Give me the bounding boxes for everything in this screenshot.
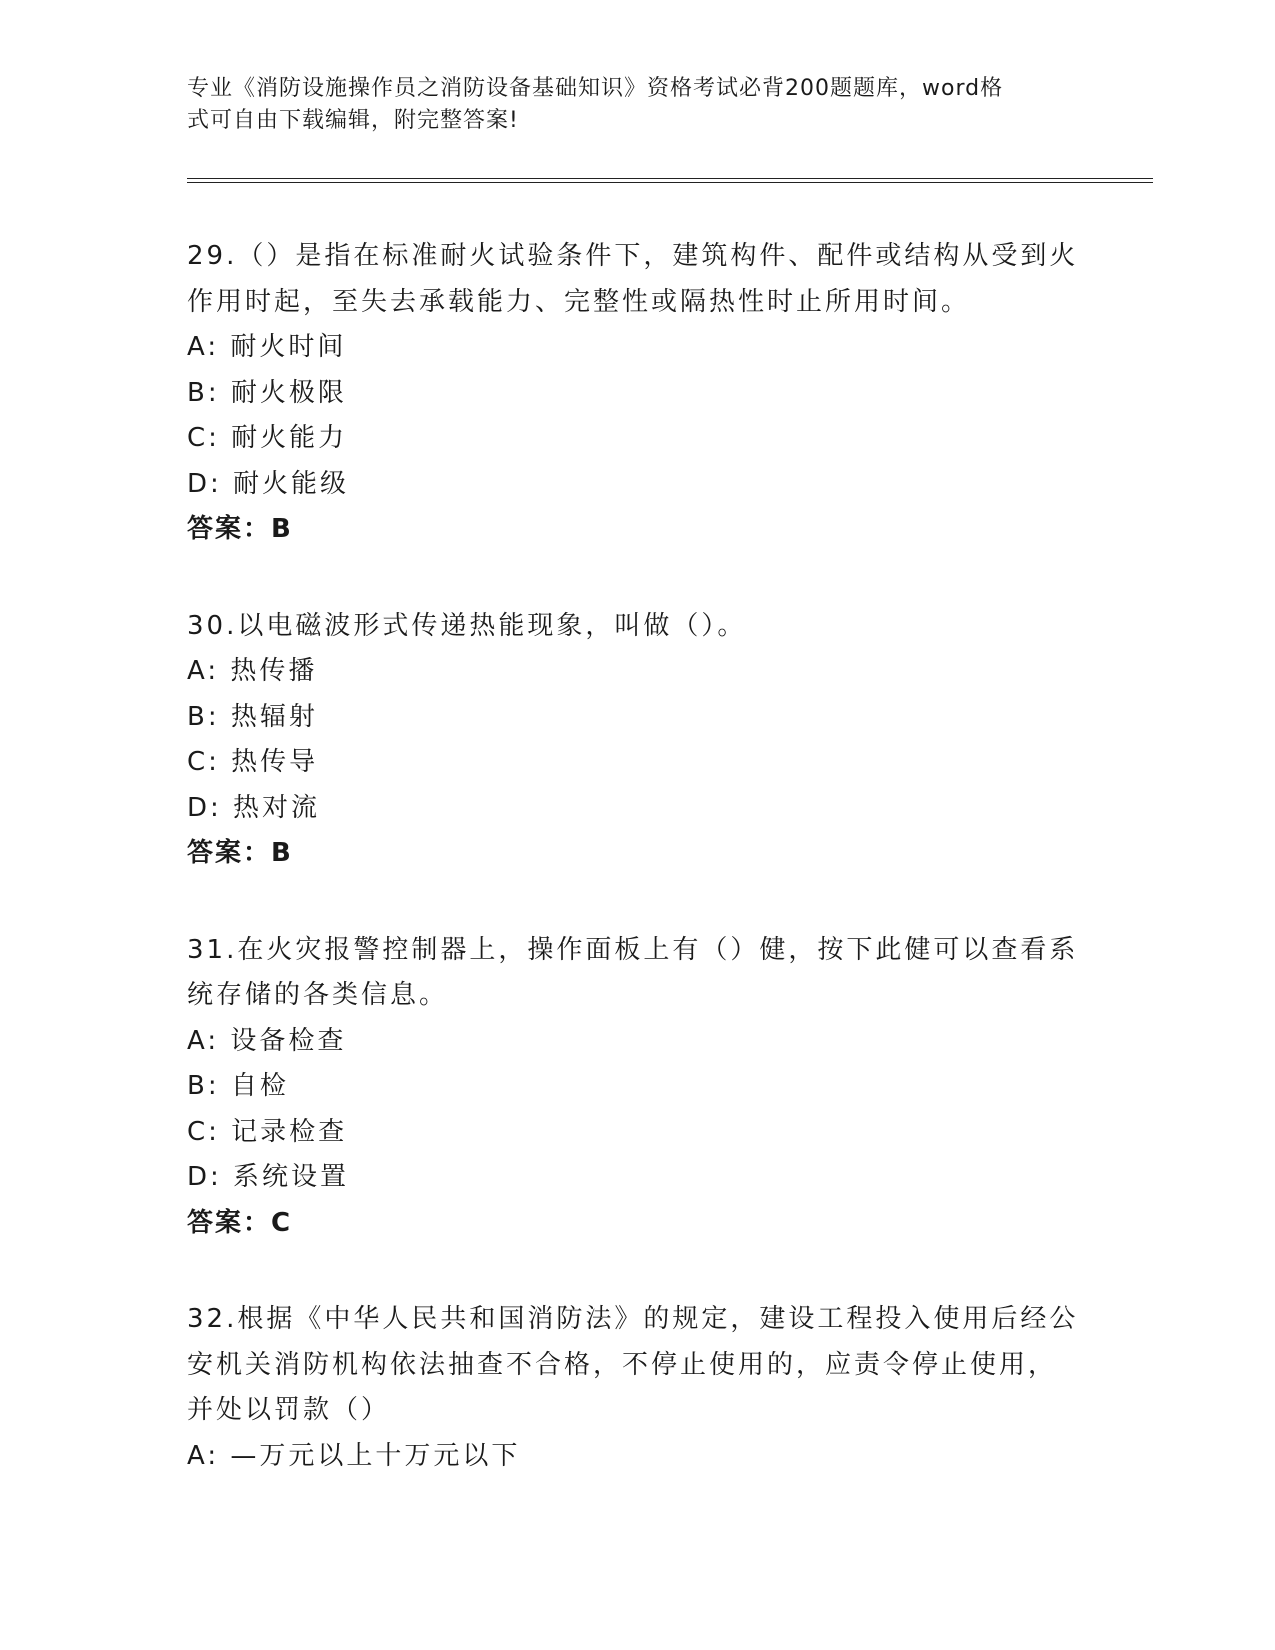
- stem-line: 统存储的各类信息。: [187, 980, 449, 1010]
- question-list: [187, 234, 1087, 1530]
- header-line-2: 式可自由下载编辑，附完整答案!: [187, 108, 519, 133]
- question-31: [187, 928, 1087, 1247]
- header-divider: [187, 178, 1153, 183]
- question-stem: [187, 234, 1087, 325]
- option-a: A: —万元以上十万元以下: [187, 1440, 521, 1471]
- stem-line: 30.以电磁波形式传递热能现象，叫做（）。: [187, 610, 747, 641]
- option-d: D: 热对流: [187, 792, 321, 823]
- stem-line: 并处以罚款（）: [187, 1395, 391, 1425]
- answer-label: 答案：B: [187, 838, 293, 868]
- header-line-1: 专业《消防设施操作员之消防设备基础知识》资格考试必背200题题库，word格: [187, 76, 1004, 101]
- option-b: B: 热辐射: [187, 701, 318, 732]
- option-a: A: 热传播: [187, 656, 318, 686]
- option-a: A: 耐火时间: [187, 332, 347, 362]
- stem-line: 29.（）是指在标准耐火试验条件下，建筑构件、配件或结构从受到火: [187, 241, 1079, 271]
- question-stem: [187, 928, 1087, 1019]
- answer-label: 答案：B: [187, 514, 293, 544]
- option-c: C: 热传导: [187, 747, 319, 777]
- question-29: [187, 234, 1087, 553]
- option-d: D: 耐火能级: [187, 468, 350, 499]
- stem-line: 作用时起，至失去承载能力、完整性或隔热性时止所用时间。: [187, 286, 971, 317]
- option-d: D: 系统设置: [187, 1162, 350, 1192]
- stem-line: 32.根据《中华人民共和国消防法》的规定，建设工程投入使用后经公: [187, 1304, 1079, 1334]
- document-header: [187, 73, 1077, 137]
- question-stem: [187, 1297, 1087, 1434]
- question-32: [187, 1297, 1087, 1479]
- stem-line: 31.在火灾报警控制器上，操作面板上有（）健，按下此健可以查看系: [187, 934, 1079, 965]
- option-b: B: 耐火极限: [187, 377, 347, 408]
- option-c: C: 记录检查: [187, 1116, 348, 1147]
- question-30: [187, 604, 1087, 877]
- answer-label: 答案：C: [187, 1207, 293, 1238]
- stem-line: 安机关消防机构依法抽查不合格，不停止使用的，应责令停止使用，: [187, 1349, 1058, 1380]
- question-stem: [187, 604, 1087, 650]
- option-b: B: 自检: [187, 1071, 289, 1101]
- option-a: A: 设备检查: [187, 1025, 347, 1056]
- option-c: C: 耐火能力: [187, 423, 348, 453]
